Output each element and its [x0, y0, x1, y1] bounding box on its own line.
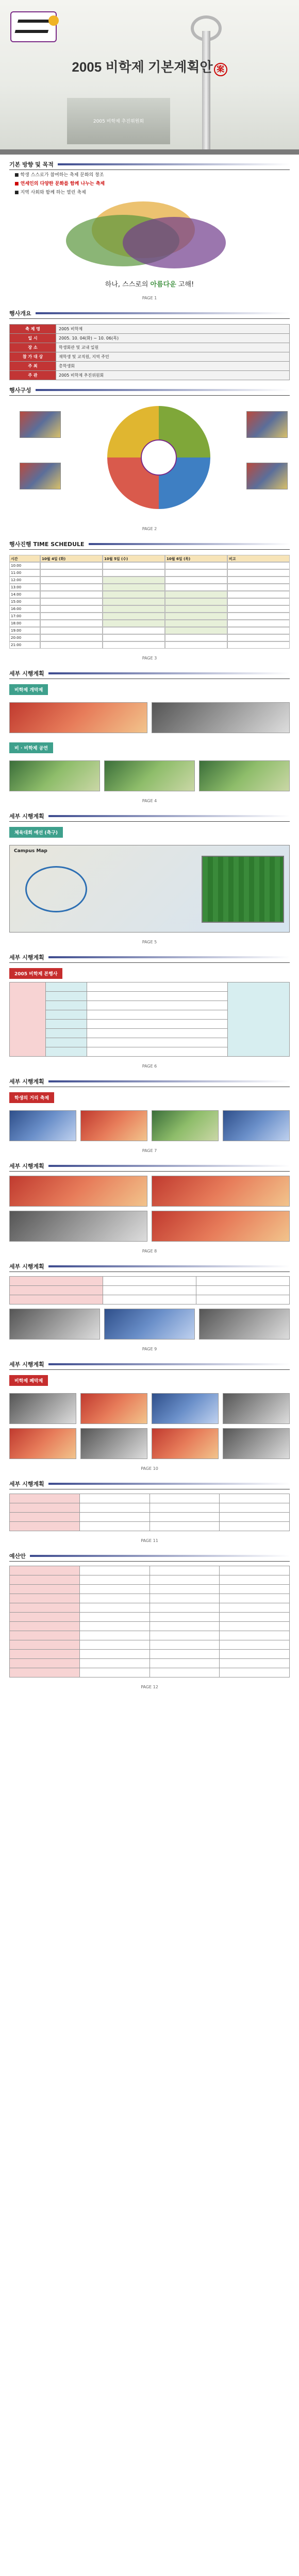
time-cell: 13:00: [9, 584, 40, 591]
table-cell: [79, 1494, 150, 1503]
table-cell: [10, 1603, 80, 1613]
section-title: 예산안: [9, 1552, 26, 1560]
event-photo: [246, 411, 288, 438]
subsection-label: 비학제 개막제: [9, 684, 48, 695]
event-photo: [20, 411, 61, 438]
table-cell: [150, 1503, 220, 1513]
table-cell: [10, 1286, 103, 1295]
event-photo: [9, 1309, 100, 1340]
event-photo: [9, 702, 147, 733]
schedule-cell: [40, 598, 103, 605]
event-photo: [152, 1393, 219, 1424]
table-cell: [87, 1047, 228, 1057]
row-value: 2005. 10. 04(화) ~ 10. 06(목): [56, 334, 290, 343]
table-cell: [79, 1631, 150, 1640]
table-row: [10, 1640, 290, 1650]
page-number: PAGE 7: [142, 1148, 157, 1153]
table-cell: [10, 1594, 80, 1603]
event-photo: [9, 1211, 147, 1242]
table-cell: [10, 1650, 80, 1659]
tagline: [9, 279, 290, 289]
table-cell: [220, 1613, 290, 1622]
col-header: 10월 4일 (화): [40, 555, 103, 562]
page-number: PAGE 2: [142, 527, 157, 531]
budget-table: [9, 1566, 290, 1677]
schedule-cell: [227, 591, 290, 598]
table-cell: [46, 1038, 87, 1047]
table-row: [10, 1603, 290, 1613]
section-title: 행사개요: [9, 310, 31, 317]
schedule-cell: [165, 605, 227, 613]
section-title: 세부 시행계획: [9, 1078, 44, 1085]
table-cell: [87, 1020, 228, 1029]
table-row: [10, 1575, 290, 1585]
table-cell: [46, 1029, 87, 1038]
event-photo: [246, 463, 288, 489]
section-title: 세부 시행계획: [9, 670, 44, 677]
table-cell: [220, 1640, 290, 1650]
festival-logo: [10, 11, 57, 42]
detail-section: [0, 1257, 299, 1351]
table-cell: [150, 1594, 220, 1603]
schedule-cell: [165, 577, 227, 584]
table-row: [10, 1650, 290, 1659]
schedule-cell: [103, 627, 165, 634]
venn-diagram: [9, 201, 290, 274]
page-number: PAGE 1: [142, 296, 157, 300]
time-cell: 14:00: [9, 591, 40, 598]
hero-footer-bar: [0, 149, 299, 155]
time-cell: 11:00: [9, 569, 40, 577]
tagline-emphasis: 아름다운: [150, 281, 176, 289]
table-row: [10, 1659, 290, 1668]
table-cell: [79, 1659, 150, 1668]
table-cell: [46, 982, 87, 992]
event-photo: [20, 463, 61, 489]
table-cell: [103, 1277, 196, 1286]
event-photo: [9, 1110, 76, 1141]
table-cell: [87, 982, 228, 992]
schedule-grid: [9, 555, 290, 562]
page-number: PAGE 12: [141, 1685, 158, 1689]
table-cell: [196, 1286, 290, 1295]
table-cell: [10, 1566, 80, 1575]
schedule-cell: [40, 641, 103, 649]
table-cell: [79, 1668, 150, 1677]
event-photo: [223, 1393, 290, 1424]
event-photo: [9, 1428, 76, 1459]
schedule-cell: [227, 577, 290, 584]
schedule-cell: [165, 641, 227, 649]
row-label: 장 소: [10, 343, 56, 352]
event-photo: [152, 702, 290, 733]
subsection-label: 비학제 폐막제: [9, 1375, 48, 1386]
schedule-cell: [227, 627, 290, 634]
map-label: Campus Map: [14, 849, 47, 854]
page-number: PAGE 8: [142, 1249, 157, 1253]
table-row: [10, 1566, 290, 1575]
event-photo: [80, 1110, 147, 1141]
table-cell: [10, 1277, 103, 1286]
table-cell: [150, 1522, 220, 1531]
event-photo: [223, 1110, 290, 1141]
time-cell: 20:00: [9, 634, 40, 641]
detail-section: [0, 1474, 299, 1543]
detail-section: [0, 664, 299, 803]
overview-section: [0, 303, 299, 380]
time-cell: 12:00: [9, 577, 40, 584]
time-cell: 16:00: [9, 605, 40, 613]
page-number: PAGE 11: [141, 1538, 158, 1543]
schedule-cell: [40, 584, 103, 591]
table-cell: [220, 1631, 290, 1640]
time-cell: 15:00: [9, 598, 40, 605]
row-label: 참 가 대 상: [10, 352, 56, 362]
table-cell: [150, 1585, 220, 1594]
table-row: [10, 1613, 290, 1622]
section-title: 세부 시행계획: [9, 1263, 44, 1270]
table-cell: [220, 1622, 290, 1631]
time-cell: 21:00: [9, 641, 40, 649]
event-photo: [9, 760, 100, 791]
schedule-cell: [40, 591, 103, 598]
budget-section: [0, 1546, 299, 1689]
table-cell: [79, 1622, 150, 1631]
table-cell: [79, 1640, 150, 1650]
tagline-suffix: 고해!: [176, 281, 194, 289]
row-value: 2005 비학제: [56, 325, 290, 334]
program-wheel-diagram: [9, 401, 290, 519]
table-cell: [150, 1613, 220, 1622]
schedule-cell: [227, 584, 290, 591]
table-cell: [220, 1668, 290, 1677]
col-header: 시간: [9, 555, 40, 562]
table-cell: [46, 1047, 87, 1057]
table-row: [10, 1631, 290, 1640]
time-cell: 10:00: [9, 562, 40, 569]
program-table: [9, 1494, 290, 1531]
row-label: 축 제 명: [10, 325, 56, 334]
tagline-prefix: 하나, 스스로의: [105, 281, 151, 289]
schedule-rows: [9, 562, 290, 649]
table-row: [10, 1585, 290, 1594]
row-label: 주 최: [10, 362, 56, 371]
table-cell: [46, 1001, 87, 1010]
section-title: 세부 시행계획: [9, 1480, 44, 1487]
table-row: [10, 371, 290, 380]
detail-section: [0, 1354, 299, 1471]
schedule-cell: [227, 620, 290, 627]
table-cell: [79, 1503, 150, 1513]
schedule-cell: [40, 620, 103, 627]
schedule-cell: [103, 641, 165, 649]
schedule-cell: [165, 634, 227, 641]
schedule-cell: [227, 598, 290, 605]
hero-title-text: 2005 비학제 기본계획안: [72, 59, 213, 75]
table-cell: [220, 1659, 290, 1668]
table-row: [10, 1594, 290, 1603]
schedule-cell: [227, 605, 290, 613]
table-cell: [79, 1522, 150, 1531]
table-row: [10, 362, 290, 371]
schedule-cell: [40, 577, 103, 584]
overview-table: [9, 324, 290, 380]
table-cell: [150, 1566, 220, 1575]
event-photo: [152, 1110, 219, 1141]
hero-banner: [0, 0, 299, 155]
schedule-cell: [40, 605, 103, 613]
event-photo: [104, 760, 195, 791]
schedule-section: [0, 534, 299, 660]
table-cell: [10, 1640, 80, 1650]
subsection-label: 체육대회 예선 (축구): [9, 827, 63, 838]
table-row: [10, 325, 290, 334]
schedule-cell: [40, 627, 103, 634]
row-value: 총학생회: [56, 362, 290, 371]
detail-section: [0, 947, 299, 1069]
detail-section: [0, 1072, 299, 1153]
purpose-section: [0, 155, 299, 300]
section-title: 기본 방향 및 목적: [9, 161, 54, 168]
table-cell: [46, 992, 87, 1001]
table-cell: [10, 1513, 80, 1522]
hero-subtitle: 2005 비학제 추진위원회: [93, 119, 144, 124]
table-cell: [79, 1613, 150, 1622]
time-cell: 17:00: [9, 613, 40, 620]
schedule-cell: [165, 620, 227, 627]
detail-section: [0, 806, 299, 944]
table-cell: [150, 1603, 220, 1613]
table-cell: [10, 1613, 80, 1622]
schedule-cell: [103, 569, 165, 577]
table-cell: [87, 1010, 228, 1020]
table-cell: [10, 1503, 80, 1513]
table-cell: [79, 1594, 150, 1603]
col-header: 10월 6일 (목): [165, 555, 227, 562]
table-cell: [150, 1668, 220, 1677]
schedule-cell: [165, 613, 227, 620]
schedule-cell: [227, 634, 290, 641]
schedule-cell: [103, 620, 165, 627]
table-cell: [220, 1513, 290, 1522]
event-photo: [104, 1309, 195, 1340]
festival-logo: [141, 439, 177, 476]
table-cell: [220, 1585, 290, 1594]
section-title: 행사구성: [9, 386, 31, 394]
program-table: [9, 1276, 290, 1304]
row-label: 일 시: [10, 334, 56, 343]
table-cell: [10, 1659, 80, 1668]
page-number: PAGE 4: [142, 799, 157, 803]
section-title: 행사진행 TIME SCHEDULE: [9, 540, 85, 548]
table-cell: [46, 1020, 87, 1029]
table-cell: [87, 1029, 228, 1038]
table-cell: [10, 1494, 80, 1503]
schedule-cell: [165, 569, 227, 577]
table-cell: [79, 1650, 150, 1659]
table-cell: [220, 1650, 290, 1659]
section-title: 세부 시행계획: [9, 1162, 44, 1170]
event-photo: [9, 1176, 147, 1207]
table-cell: [150, 1622, 220, 1631]
schedule-cell: [227, 641, 290, 649]
event-photo: [223, 1428, 290, 1459]
table-cell: [87, 1001, 228, 1010]
table-cell: [103, 1295, 196, 1304]
table-cell: [79, 1585, 150, 1594]
table-cell: [10, 1668, 80, 1677]
table-cell: [10, 1522, 80, 1531]
event-photo: [80, 1428, 147, 1459]
table-row: [10, 334, 290, 343]
schedule-cell: [227, 562, 290, 569]
section-title: 세부 시행계획: [9, 954, 44, 961]
schedule-cell: [40, 634, 103, 641]
purpose-bullet: ■ 연세인의 다양한 문화를 함께 나누는 축제: [14, 181, 105, 187]
composition-section: [0, 380, 299, 531]
table-cell: [196, 1295, 290, 1304]
table-cell: [220, 1503, 290, 1513]
section-title: 세부 시행계획: [9, 1361, 44, 1368]
schedule-cell: [103, 634, 165, 641]
time-cell: 18:00: [9, 620, 40, 627]
schedule-cell: [165, 591, 227, 598]
schedule-cell: [165, 562, 227, 569]
page-number: PAGE 10: [141, 1466, 158, 1471]
section-title: 세부 시행계획: [9, 812, 44, 820]
tower-sculpture-image: [186, 10, 227, 149]
schedule-cell: [103, 562, 165, 569]
program-table: [9, 982, 290, 1057]
table-cell: [150, 1513, 220, 1522]
table-cell: [46, 1010, 87, 1020]
schedule-cell: [227, 569, 290, 577]
table-cell: [103, 1286, 196, 1295]
row-value: 재학생 및 교직원, 지역 주민: [56, 352, 290, 362]
table-cell: [79, 1603, 150, 1613]
table-row: [10, 352, 290, 362]
table-row: [10, 1622, 290, 1631]
page-number: PAGE 6: [142, 1064, 157, 1069]
schedule-cell: [165, 584, 227, 591]
col-header: 비고: [227, 555, 290, 562]
table-cell: [10, 982, 46, 1057]
campus-map: [9, 845, 290, 933]
time-cell: 19:00: [9, 627, 40, 634]
table-cell: [79, 1575, 150, 1585]
table-cell: [150, 1650, 220, 1659]
event-photo: [199, 1309, 290, 1340]
event-photo: [9, 1393, 76, 1424]
schedule-cell: [103, 577, 165, 584]
purpose-bullet: ■ 학생 스스로가 참여하는 축제 문화의 창조: [14, 173, 104, 178]
detail-section: [0, 1156, 299, 1253]
page-number: PAGE 5: [142, 940, 157, 944]
table-row: [10, 1668, 290, 1677]
table-cell: [196, 1277, 290, 1286]
purpose-bullet: ■ 지역 사회와 함께 하는 열린 축제: [14, 190, 86, 195]
schedule-cell: [103, 605, 165, 613]
row-value: 2005 비학제 추진위원회: [56, 371, 290, 380]
table-cell: [150, 1659, 220, 1668]
table-cell: [220, 1494, 290, 1503]
hero-title: [0, 57, 299, 76]
campus-building-image: [67, 98, 170, 144]
col-header: 10월 5일 (수): [103, 555, 165, 562]
schedule-cell: [103, 613, 165, 620]
schedule-cell: [103, 591, 165, 598]
table-cell: [10, 1295, 103, 1304]
event-photo: [152, 1211, 290, 1242]
table-cell: [10, 1622, 80, 1631]
event-photo: [152, 1428, 219, 1459]
subsection-label: 2005 비학제 본행사: [9, 968, 62, 979]
table-cell: [228, 982, 290, 1057]
table-cell: [87, 1038, 228, 1047]
table-cell: [150, 1640, 220, 1650]
table-cell: [220, 1522, 290, 1531]
row-label: 주 관: [10, 371, 56, 380]
event-photo: [80, 1393, 147, 1424]
page-number: PAGE 3: [142, 656, 157, 660]
table-cell: [10, 1631, 80, 1640]
schedule-cell: [165, 598, 227, 605]
subsection-label: 학생의 거리 축제: [9, 1092, 54, 1103]
hero-title-mark: 案: [214, 63, 227, 76]
table-cell: [10, 1575, 80, 1585]
event-photo: [152, 1176, 290, 1207]
schedule-cell: [103, 584, 165, 591]
page-number: PAGE 9: [142, 1347, 157, 1351]
sun-icon: [48, 15, 59, 26]
table-cell: [150, 1575, 220, 1585]
schedule-cell: [40, 562, 103, 569]
table-cell: [220, 1575, 290, 1585]
row-value: 학생회관 및 교내 일원: [56, 343, 290, 352]
schedule-cell: [165, 627, 227, 634]
table-row: [10, 343, 290, 352]
schedule-cell: [40, 569, 103, 577]
table-cell: [220, 1594, 290, 1603]
table-cell: [87, 992, 228, 1001]
table-cell: [220, 1566, 290, 1575]
table-cell: [220, 1603, 290, 1613]
table-cell: [79, 1566, 150, 1575]
stadium-photo: [202, 856, 284, 923]
table-cell: [10, 1585, 80, 1594]
schedule-cell: [103, 598, 165, 605]
schedule-cell: [40, 613, 103, 620]
schedule-cell: [227, 613, 290, 620]
subsection-label: 비 · 비학제 공연: [9, 742, 53, 753]
event-photo: [199, 760, 290, 791]
table-cell: [150, 1494, 220, 1503]
table-cell: [150, 1631, 220, 1640]
table-cell: [79, 1513, 150, 1522]
